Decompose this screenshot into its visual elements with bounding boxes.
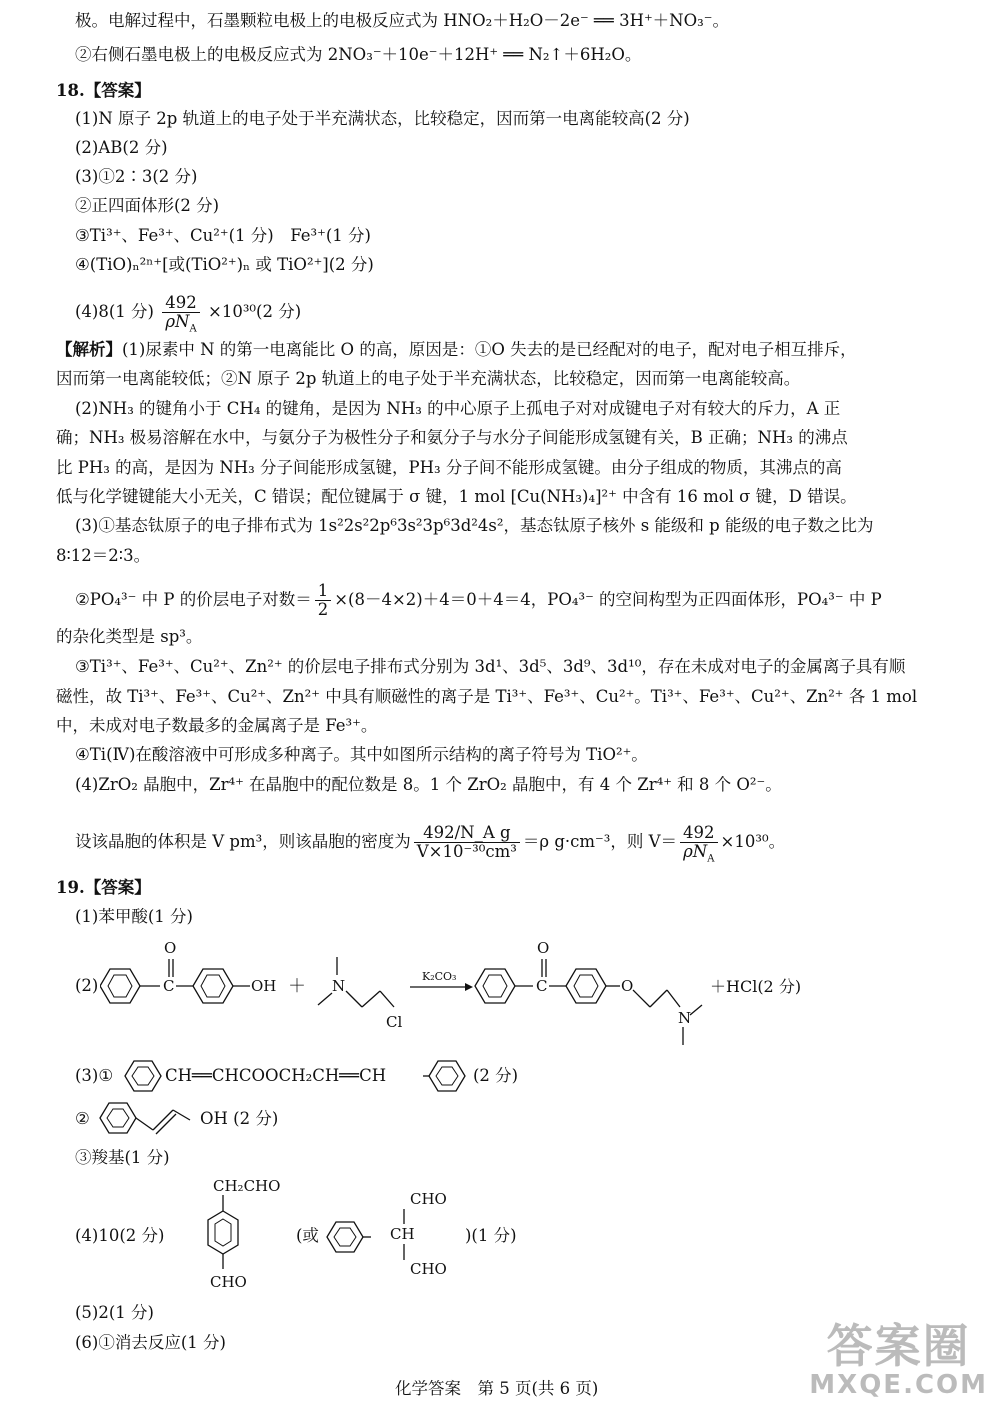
answer-line: (5)2(1 分) [75,1303,154,1322]
alternative-label: (或 [296,1226,319,1245]
fraction-denominator: $\rho N_A$ [683,842,715,865]
answer-line: ③羧基(1 分) [75,1148,170,1167]
answer-line: ③Ti³⁺、Fe³⁺、Cu²⁺(1 分) Fe³⁺(1 分) [75,226,371,245]
answer-label: (3)① [75,1066,114,1085]
oxygen-label: O [164,939,177,957]
chlorine-label: Cl [386,1013,403,1031]
svg-text:C: C [536,977,548,995]
answer-line: (3)①2∶3(2 分) [75,167,198,186]
fraction-denominator: V×10⁻³⁰cm³ [416,842,517,861]
answer-part: ×10³⁰(2 分) [208,302,302,321]
analysis-line: 中，未成对电子数最多的金属离子是 Fe³⁺。 [56,716,378,735]
fraction-denominator: 2 [317,600,329,619]
ester-formula: CH══CHCOOCH₂CH══CH [165,1066,387,1085]
analysis-text: (1)尿素中 N 的第一电离能比 O 的高，原因是：①O 失去的是已经配对的电子，配对电子相互排斥， [122,340,857,359]
benzene-ring [325,1215,371,1259]
analysis-line: ③Ti³⁺、Fe³⁺、Cu²⁺、Zn²⁺ 的价层电子排布式分别为 3d¹、3d⁵、3d⁹、3d¹⁰，存在未成对电子的金属离子具有顺 [75,657,906,676]
answer-label: ② [75,1109,90,1128]
answer-line: (4)10(2 分) [75,1226,165,1245]
svg-text:O: O [537,939,550,957]
fraction-numerator: 492/N_A g [414,824,520,843]
hydroxyl-label: OH [251,977,277,995]
plus-sign: ＋ [288,976,306,997]
carbon-label: C [163,977,175,995]
benzene-ring [123,1056,163,1096]
cinnamyl-alcohol-structure [98,1096,208,1140]
analysis-line: 磁性，故 Ti³⁺、Fe³⁺、Cu²⁺、Zn²⁺ 中具有顺磁性的离子是 Ti³⁺、Fe³⁺、Cu²⁺。Ti³⁺、Fe³⁺、Cu²⁺、Zn²⁺ 各 1 mol [56,687,918,706]
reaction-condition: K₂CO₃ [422,970,457,983]
analysis-line: 确；NH₃ 极易溶解在水中，与氨分子为极性分子和氨分子与水分子间能形成氢键有关，B 正确；NH₃ 的沸点 [56,428,848,447]
analysis-line: 因而第一电离能较低；②N 原子 2p 轨道上的电子处于半充满状态，比较稳定，因而第一电离能较高。 [56,369,801,388]
analysis-line: 8∶12＝2∶3。 [56,546,151,565]
answer-part: (4)8(1 分) [75,302,154,321]
analysis-line: 低与化学键键能大小无关，C 错误；配位键属于 σ 键，1 mol [Cu(NH₃)₄]²⁺ 中含有 16 mol σ 键，D 错误。 [56,487,857,506]
analysis-line: (3)①基态钛原子的电子排布式为 1s²2s²2p⁶3s²3p⁶3d²4s²，基态钛原子核外 s 能级和 p 能级的电子数之比为 [75,516,874,535]
nitrogen-label: N [332,977,346,995]
question-18-heading: 18.【答案】 [56,81,151,100]
analysis-text: 设该晶胞的体积是 V pm³，则该晶胞的密度为 [75,832,411,851]
cho-label: CHO [210,1273,247,1291]
fraction [162,293,200,335]
isomer-structure-2 [380,1192,460,1282]
benzene-ring-inner [108,975,132,997]
reaction-scheme [100,935,820,1050]
answer-line: ②正四面体形(2 分) [75,196,220,215]
svg-text:N: N [678,1009,692,1027]
analysis-line: ④Ti(Ⅳ)在酸溶液中可形成多种离子。其中如图所示结构的离子符号为 TiO²⁺。 [75,745,648,764]
benzene-ring [475,969,515,1003]
fraction-denominator: $\rho N_A$ [165,312,197,335]
watermark-text: 答案圈 [826,1319,971,1373]
answer-line [75,292,302,335]
answer-label: (2) [75,976,99,995]
answer-line: ④(TiO)ₙ²ⁿ⁺[或(TiO²⁺)ₙ 或 TiO²⁺](2 分) [75,255,374,274]
fraction-numerator: 492 [680,824,718,843]
answer-line: (1)N 原子 2p 轨道上的电子处于半充满状态，比较稳定，因而第一电离能较高(2 分) [75,109,690,128]
volume-fraction [680,823,718,865]
answer-line: (1)苯甲酸(1 分) [75,907,193,926]
analysis-line [75,820,785,864]
analysis-line: 比 PH₃ 的高，是因为 NH₃ 分子间能形成氢键，PH₃ 分子间不能形成氢键。由分子组成的物质，其沸点的高 [56,458,842,477]
analysis-text: ×(8－4×2)＋4＝0＋4＝4，PO₄³⁻ 的空间构型为正四面体形，PO₄³⁻ 中 P [334,590,882,609]
analysis-text: ＝ρ g·cm⁻³，则 V＝ [522,832,678,851]
benzene-ring [193,969,233,1003]
benzene-ring [566,969,606,1003]
svg-text:O: O [621,977,634,995]
fraction-numerator: 492 [162,294,200,313]
cho-label: CHO [410,1192,447,1208]
score: )(1 分) [465,1226,517,1245]
text-line: 极。电解过程中，石墨颗粒电极上的电极反应式为 HNO₂＋H₂O－2e⁻ ══ 3H⁺＋NO₃⁻。 [75,11,729,30]
cho-label: CHO [410,1260,447,1278]
watermark-url: MXQE.COM [809,1370,988,1400]
question-19-heading: 19.【答案】 [56,878,151,897]
text-line: ②右侧石墨电极上的电极反应式为 2NO₃⁻＋10e⁻＋12H⁺ ══ N₂↑＋6H₂O。 [75,45,642,64]
answer-text: OH (2 分) [200,1109,279,1128]
benzene-ring [423,1056,467,1096]
ch2cho-label: CH₂CHO [213,1177,281,1195]
product-byproduct: ＋HCl(2 分) [710,977,802,996]
analysis-text: ②PO₄³⁻ 中 P 的价层电子对数＝ [75,590,312,609]
watermark-logo [809,1310,988,1400]
score: (2 分) [473,1066,519,1085]
page-footer: 化学答案 第 5 页(共 6 页) [395,1379,599,1398]
benzene-ring [100,969,140,1003]
isomer-structure-1 [180,1175,300,1295]
answer-line: (6)①消去反应(1 分) [75,1333,226,1352]
analysis-line: 的杂化类型是 sp³。 [56,627,203,646]
analysis-line [56,339,857,361]
answer-line: (2)AB(2 分) [75,138,168,157]
analysis-text: ×10³⁰。 [720,832,786,851]
analysis-line [75,580,882,620]
analysis-line: (4)ZrO₂ 晶胞中，Zr⁴⁺ 在晶胞中的配位数是 8。1 个 ZrO₂ 晶胞中，有 4 个 Zr⁴⁺ 和 8 个 O²⁻。 [75,775,782,794]
fraction-half [315,582,332,619]
ch-label: CH [390,1225,415,1243]
analysis-line: (2)NH₃ 的键角小于 CH₄ 的键角，是因为 NH₃ 的中心原子上孤电子对对成键电子对有较大的斥力，A 正 [75,399,841,418]
fraction-numerator: 1 [315,582,332,601]
density-fraction [414,824,520,861]
analysis-label: 【解析】 [56,340,122,359]
